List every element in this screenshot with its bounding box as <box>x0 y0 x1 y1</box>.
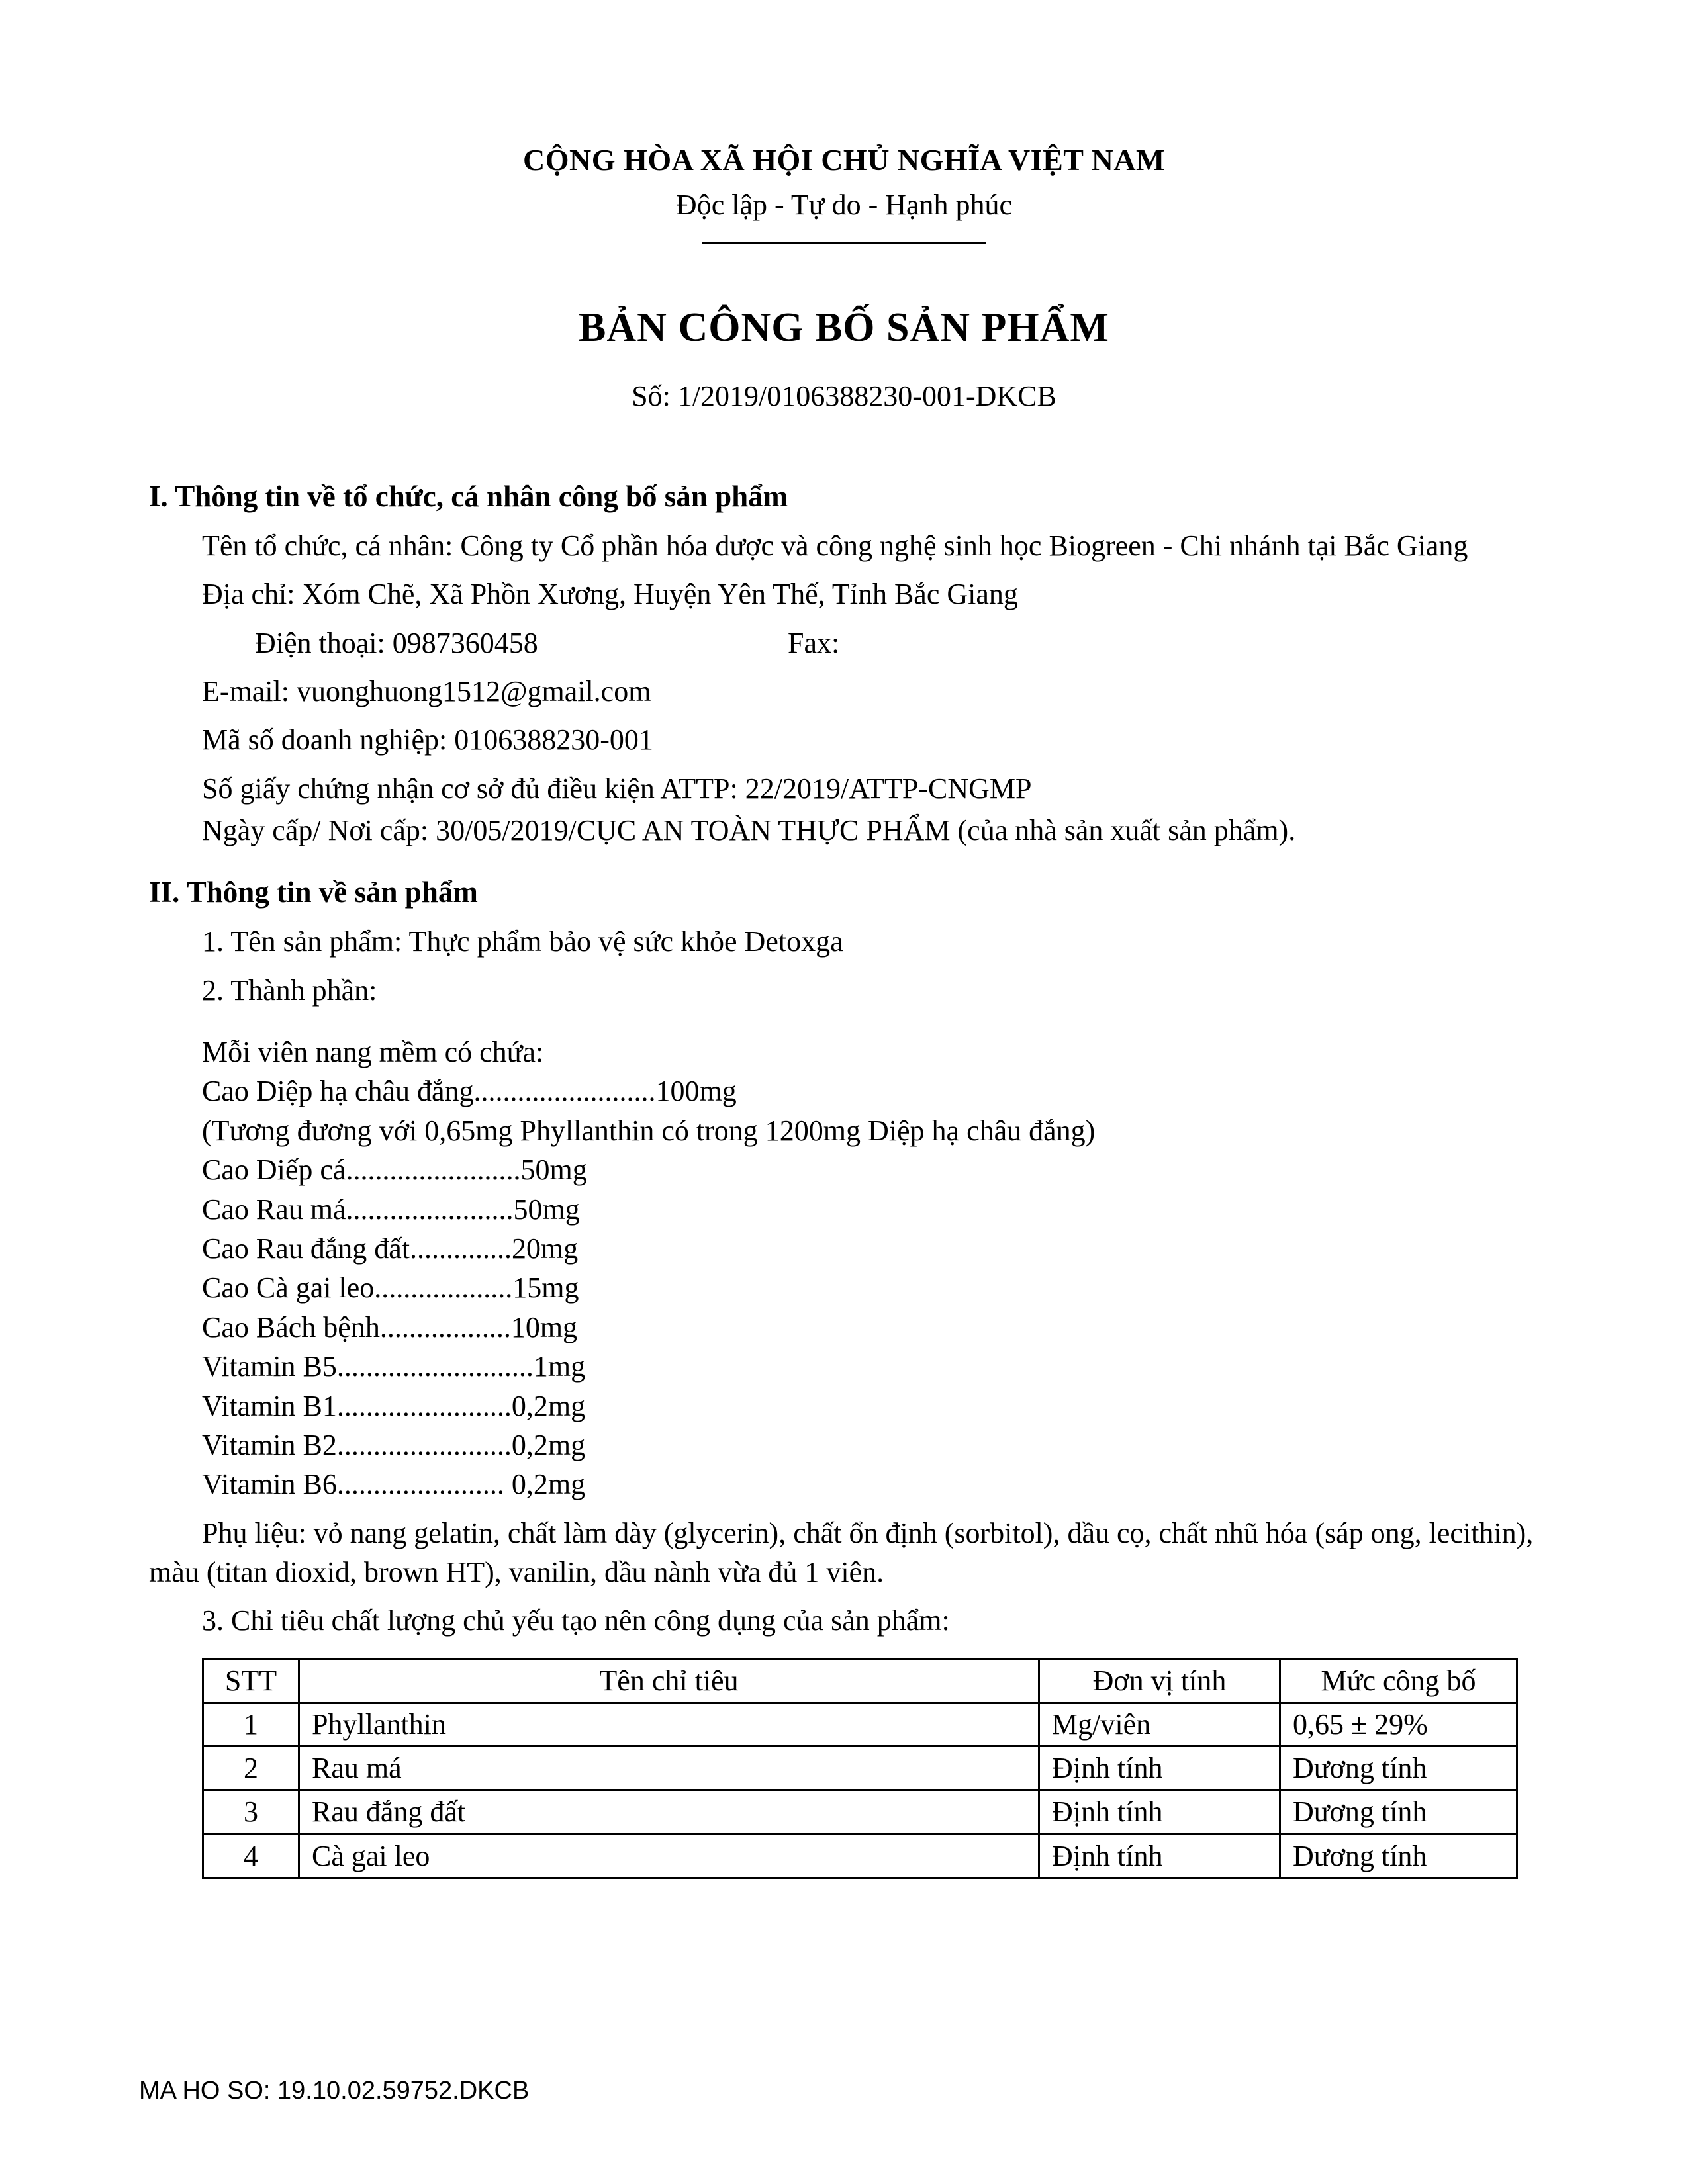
composition-line: Cao Cà gai leo...................15mg <box>202 1271 579 1304</box>
file-code: MA HO SO: 19.10.02.59752.DKCB <box>139 2077 530 2105</box>
national-title: CỘNG HÒA XÃ HỘI CHỦ NGHĨA VIỆT NAM <box>523 143 1165 177</box>
section-product <box>149 872 1539 1878</box>
cell-criterion: Rau đắng đất <box>299 1790 1039 1834</box>
title-block <box>149 304 1539 413</box>
composition-intro: Mỗi viên nang mềm có chứa: <box>202 1036 544 1069</box>
cell-criterion: Phyllanthin <box>299 1703 1039 1747</box>
composition-line: Cao Bách bệnh..................10mg <box>202 1310 578 1343</box>
national-motto: Độc lập - Tự do - Hạnh phúc <box>675 189 1013 221</box>
composition-line: Vitamin B6....................... 0,2mg <box>202 1468 586 1501</box>
table-header-criterion: Tên chỉ tiêu <box>299 1659 1039 1702</box>
composition-line: Cao Rau đắng đất..............20mg <box>202 1232 579 1265</box>
section-organization <box>149 477 1539 850</box>
table-header-stt: STT <box>203 1659 299 1702</box>
phone-value: Điện thoại: 0987360458 <box>255 626 538 659</box>
table-row <box>203 1703 1517 1747</box>
section1-heading: I. Thông tin về tổ chức, cá nhân công bố sản phẩm <box>149 480 788 513</box>
phone-fax-line <box>149 623 1539 662</box>
table-row <box>203 1790 1517 1834</box>
cell-unit: Định tính <box>1039 1790 1280 1834</box>
cell-stt: 1 <box>203 1703 299 1747</box>
cell-stt: 4 <box>203 1834 299 1878</box>
section2-heading: II. Thông tin về sản phẩm <box>149 876 478 909</box>
composition-line: Vitamin B2........................0,2mg <box>202 1428 586 1461</box>
cell-unit: Định tính <box>1039 1834 1280 1878</box>
address-line: Địa chỉ: Xóm Chẽ, Xã Phồn Xương, Huyện Yên Thế, Tỉnh Bắc Giang <box>202 578 1018 611</box>
attp-certificate-line: Số giấy chứng nhận cơ sở đủ điều kiện ATTP: 22/2019/ATTP-CNGMP <box>202 772 1032 805</box>
fax-label: Fax: <box>788 626 840 659</box>
cell-criterion: Cà gai leo <box>299 1834 1039 1878</box>
excipients-line: Phụ liệu: vỏ nang gelatin, chất làm dày (glycerin), chất ổn định (sorbitol), dầu cọ, chất nhũ hóa (sáp ong, lecithin), màu (titan dioxid, brown HT), vanilin, dầu nành vừa đủ 1 viên. <box>149 1516 1534 1589</box>
composition-block <box>202 1032 1539 1504</box>
cell-stt: 2 <box>203 1747 299 1790</box>
cell-declared-level: Dương tính <box>1280 1747 1517 1790</box>
cell-unit: Định tính <box>1039 1747 1280 1790</box>
cell-declared-level: Dương tính <box>1280 1790 1517 1834</box>
issue-info-line: Ngày cấp/ Nơi cấp: 30/05/2019/CỤC AN TOÀN THỰC PHẨM (của nhà sản xuất sản phẩm). <box>202 814 1296 847</box>
composition-line: Cao Diếp cá........................50mg <box>202 1154 587 1187</box>
business-code-line: Mã số doanh nghiệp: 0106388230-001 <box>202 723 653 756</box>
composition-line: Cao Diệp hạ châu đắng.........................100mg <box>202 1075 737 1108</box>
cell-declared-level: 0,65 ± 29% <box>1280 1703 1517 1747</box>
document-title: BẢN CÔNG BỐ SẢN PHẨM <box>579 305 1109 350</box>
composition-line: Vitamin B5...........................1mg <box>202 1350 586 1383</box>
table-row <box>203 1747 1517 1790</box>
cell-unit: Mg/viên <box>1039 1703 1280 1747</box>
quality-table <box>202 1658 1518 1879</box>
table-header-row <box>203 1659 1517 1702</box>
product-name-line: 1. Tên sản phẩm: Thực phẩm bảo vệ sức khỏe Detoxga <box>202 925 843 958</box>
document-number: Số: 1/2019/0106388230-001-DKCB <box>632 380 1056 412</box>
composition-heading-line: 2. Thành phần: <box>202 974 377 1007</box>
email-line: E-mail: vuonghuong1512@gmail.com <box>202 674 651 707</box>
quality-criteria-heading: 3. Chỉ tiêu chất lượng chủ yếu tạo nên công dụng của sản phẩm: <box>202 1604 950 1637</box>
composition-line: Vitamin B1........................0,2mg <box>202 1389 586 1422</box>
table-header-unit: Đơn vị tính <box>1039 1659 1280 1702</box>
table-row <box>203 1834 1517 1878</box>
cell-criterion: Rau má <box>299 1747 1039 1790</box>
table-header-declared-level: Mức công bố <box>1280 1659 1517 1702</box>
composition-line: Cao Rau má.......................50mg <box>202 1193 580 1226</box>
national-header <box>149 142 1539 244</box>
composition-line: (Tương đương với 0,65mg Phyllanthin có trong 1200mg Diệp hạ châu đắng) <box>202 1114 1096 1147</box>
header-rule <box>702 242 986 244</box>
org-name-line: Tên tổ chức, cá nhân: Công ty Cổ phần hóa dược và công nghệ sinh học Biogreen - Chi nhánh tại Bắc Giang <box>202 529 1468 562</box>
cell-declared-level: Dương tính <box>1280 1834 1517 1878</box>
cell-stt: 3 <box>203 1790 299 1834</box>
